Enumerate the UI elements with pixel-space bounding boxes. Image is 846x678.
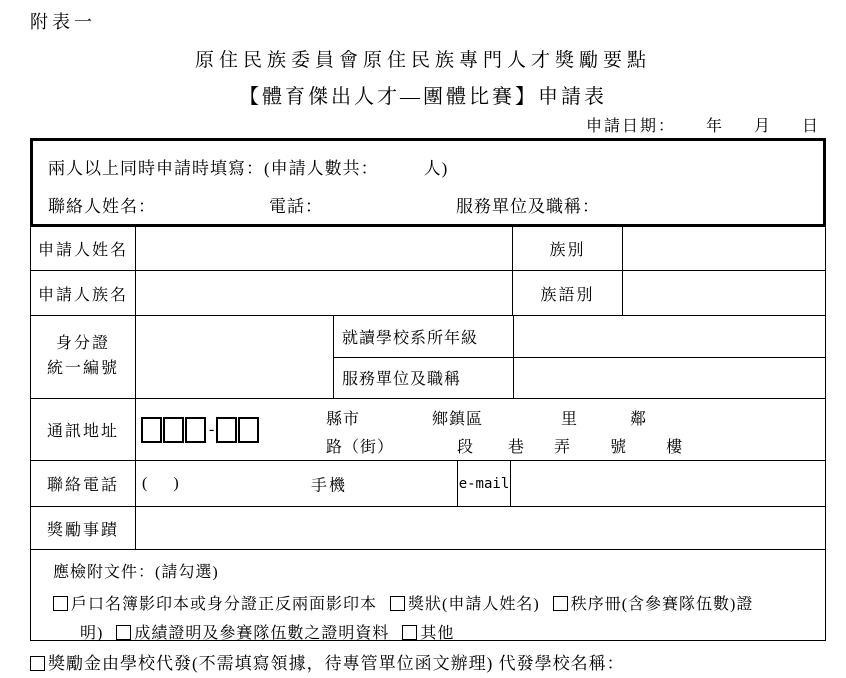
contact-phone-row (31, 461, 825, 507)
id-number-row (31, 316, 825, 399)
contact-phone-label: 電話： (269, 197, 323, 216)
attachment-label: 附表一 (30, 12, 96, 32)
alley-label: 弄 (554, 439, 572, 456)
document-item-line (53, 590, 815, 619)
date-label: 申請日期： (585, 118, 676, 135)
id-number-label-line2: 統一編號 (46, 360, 119, 377)
id-number-field[interactable] (136, 316, 334, 398)
school-service-subtable (334, 316, 825, 398)
address-units-line1 (326, 406, 647, 429)
applicant-name-label: 申請人姓名 (31, 227, 136, 270)
neighborhood-label: 鄰 (630, 411, 648, 428)
achievements-row (31, 507, 825, 550)
village-label: 里 (561, 411, 579, 428)
floor-label: 樓 (666, 439, 684, 456)
school-payout-line (30, 649, 625, 674)
achievements-label: 獎勵事蹟 (31, 507, 136, 549)
document-item-label: 明) (80, 625, 104, 642)
county-label: 縣市 (326, 411, 361, 428)
id-number-label-line1: 身分證 (55, 335, 110, 353)
school-label: 就讀學校系所年級 (334, 316, 514, 357)
applicant-count-field[interactable] (379, 173, 424, 174)
indigenous-name-label: 申請人族名 (31, 271, 136, 315)
area-code-field[interactable]: ( ) (142, 474, 180, 492)
document-checkbox[interactable] (553, 596, 568, 611)
address-field[interactable] (136, 399, 825, 460)
ethnicity-label: 族別 (513, 227, 623, 270)
postal-digit-box[interactable] (185, 417, 206, 443)
date-month-label: 月 (753, 118, 772, 135)
applicant-count-unit: 人) (423, 159, 449, 178)
document-item-label: 成績證明及參賽隊伍數之證明資料 (134, 625, 390, 642)
applicant-name-field[interactable] (136, 227, 513, 270)
school-field[interactable] (514, 316, 825, 357)
document-item-label: 獎狀(申請人姓名) (408, 596, 540, 613)
multi-applicant-instruction: 兩人以上同時申請時填寫：(申請人數共： (48, 159, 379, 178)
applicant-name-row (31, 227, 825, 271)
document-checkbox[interactable] (116, 625, 131, 640)
achievements-field[interactable] (136, 507, 825, 549)
service-unit-label: 服務單位及職稱 (334, 358, 514, 399)
application-date-line (586, 113, 820, 136)
application-table (30, 227, 826, 641)
postal-digit-box[interactable] (163, 417, 184, 443)
email-field[interactable] (511, 461, 825, 506)
documents-checklist (53, 590, 815, 648)
contact-name-label: 聯絡人姓名： (48, 197, 156, 216)
postal-dash: - (209, 420, 215, 438)
section-label: 段 (457, 439, 475, 456)
document-checkbox[interactable] (390, 596, 405, 611)
email-label: e-mail (458, 461, 511, 506)
school-row (334, 316, 825, 358)
ethnic-language-field[interactable] (623, 271, 825, 315)
township-label: 鄉鎮區 (432, 411, 484, 428)
documents-section (31, 550, 825, 640)
service-unit-field[interactable] (514, 358, 825, 399)
id-number-label (31, 316, 136, 398)
indigenous-name-field[interactable] (136, 271, 513, 315)
number-label: 號 (610, 439, 628, 456)
date-day-label: 日 (801, 118, 820, 135)
contact-phone-field[interactable] (323, 211, 456, 212)
address-row (31, 399, 825, 461)
service-unit-row (334, 358, 825, 399)
document-item-label: 戶口名簿影印本或身分證正反兩面影印本 (71, 596, 378, 613)
contact-name-field[interactable] (156, 211, 269, 212)
document-checkbox[interactable] (402, 625, 417, 640)
phone-field[interactable] (136, 461, 458, 506)
lane-label: 巷 (508, 439, 526, 456)
date-year-label: 年 (705, 118, 724, 135)
contact-unit-label: 服務單位及職稱： (456, 197, 600, 216)
documents-row (31, 550, 825, 640)
document-item-label: 秩序冊(含參賽隊伍數)證 (570, 596, 754, 613)
postal-code-boxes[interactable] (141, 417, 260, 443)
form-subtitle: 【體育傑出人才—團體比賽】申請表 (239, 86, 607, 108)
address-units-line2 (326, 434, 683, 457)
multi-applicant-box (30, 138, 826, 227)
document-checkbox[interactable] (53, 596, 68, 611)
documents-heading: 應檢附文件：(請勾選) (53, 564, 219, 581)
ethnicity-field[interactable] (623, 227, 825, 270)
road-label: 路（街） (326, 439, 395, 456)
ethnic-language-label: 族語別 (513, 271, 623, 315)
indigenous-name-row (31, 271, 825, 316)
address-label: 通訊地址 (31, 399, 136, 460)
document-item-label: 其他 (420, 625, 455, 642)
mobile-label: 手機 (311, 477, 348, 494)
school-payout-checkbox[interactable] (30, 656, 45, 671)
postal-digit-box[interactable] (141, 417, 162, 443)
school-payout-label: 獎勵金由學校代發(不需填寫領據，待專管單位函文辦理) 代發學校名稱： (48, 654, 625, 673)
multi-applicant-line (48, 154, 809, 179)
document-item-line (53, 619, 815, 648)
contact-phone-row-label: 聯絡電話 (31, 461, 136, 506)
contact-person-line (48, 192, 809, 217)
postal-digit-box[interactable] (238, 417, 259, 443)
postal-digit-box[interactable] (216, 417, 237, 443)
form-title: 原住民族委員會原住民族專門人才獎勵要點 (194, 50, 651, 71)
